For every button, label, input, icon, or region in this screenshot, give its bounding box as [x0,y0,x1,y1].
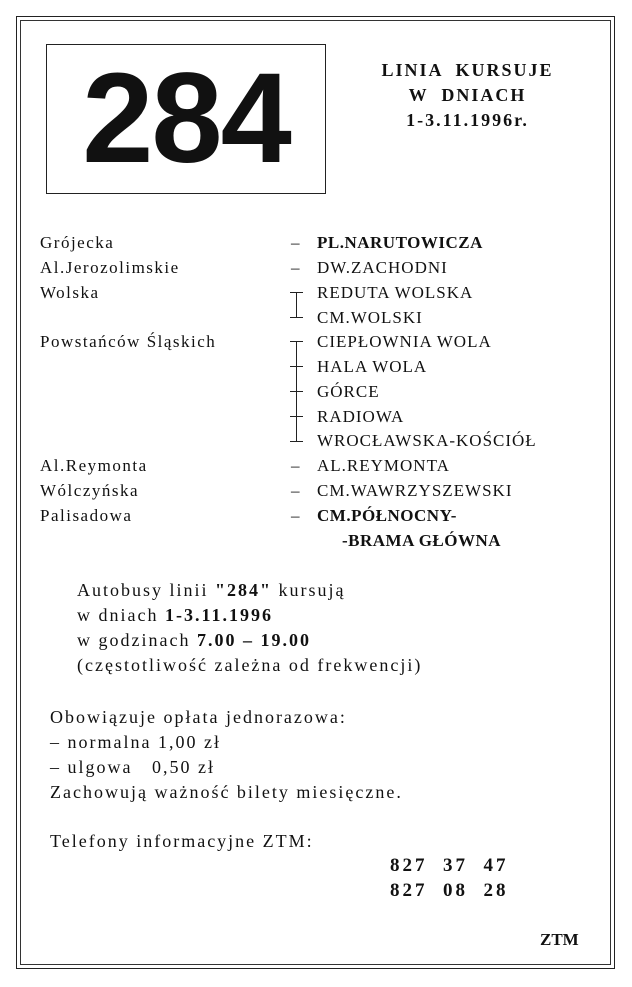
connector-tick [290,366,303,367]
operation-line-3: 1-3.11.1996r. [406,110,529,130]
fare-title: Obowiązuje opłata jednorazowa: [50,707,347,727]
connector-tick [290,416,303,417]
schedule-hours-value: 7.00 – 19.00 [196,630,311,650]
stop-brama-glowna: -BRAMA GŁÓWNA [342,531,502,550]
stop-wroclawska-kosciol: WROCŁAWSKA-KOŚCIÓŁ [317,431,537,450]
connector-tick [290,441,303,442]
schedule-line-1-suffix: kursują [272,580,346,600]
street-grojecka: Grójecka [40,233,115,252]
street-palisadowa: Palisadowa [40,506,133,525]
stop-pl-narutowicza: PL.NARUTOWICZA [317,233,483,252]
connector-tick [290,317,303,318]
connector-tick [290,391,303,392]
connector-tick [290,292,303,293]
stop-cieplownia-wola: CIEPŁOWNIA WOLA [317,332,492,351]
contact-label: Telefony informacyjne ZTM: [50,831,314,851]
dash-4: – [291,481,301,500]
dash-3: – [291,456,301,475]
monthly-ticket-note: Zachowują ważność bilety miesięczne. [50,782,403,802]
schedule-hours-prefix: w godzinach [77,630,197,650]
route-number: 284 [82,47,290,190]
phone-number-1: 827 37 47 [390,855,509,876]
schedule-frequency-note: (częstotliwość zależna od frekwencji) [77,655,423,675]
stop-cm-wolski: CM.WOLSKI [317,308,423,327]
schedule-line-1 [77,578,346,603]
schedule-days-value: 1-3.11.1996 [164,605,273,625]
dash-5: – [291,506,301,525]
fare-normal: – normalna 1,00 zł [50,732,221,752]
dash-2: – [291,258,301,277]
schedule-line-2 [77,603,273,628]
operation-days-notice [345,58,590,133]
connector-tick [290,341,303,342]
stop-gorce: GÓRCE [317,382,380,401]
schedule-route-number: "284" [215,580,273,600]
route-number-box [46,44,326,194]
stop-hala-wola: HALA WOLA [317,357,428,376]
stop-al-reymonta: AL.REYMONTA [317,456,450,475]
schedule-days-prefix: w dniach [77,605,165,625]
stop-dw-zachodni: DW.ZACHODNI [317,258,448,277]
operation-line-1: LINIA KURSUJE [381,60,554,80]
stop-reduta-wolska: REDUTA WOLSKA [317,283,474,302]
stop-cm-wawrzyszewski: CM.WAWRZYSZEWSKI [317,481,513,500]
dash-1: – [291,233,301,252]
schedule-line-1-prefix: Autobusy linii [77,580,216,600]
connector-wolska [296,292,297,317]
street-powstancow: Powstańców Śląskich [40,332,217,351]
street-wolczynska: Wólczyńska [40,481,140,500]
stop-radiowa: RADIOWA [317,407,405,426]
street-jerozolimskie: Al.Jerozolimskie [40,258,180,277]
fare-reduced: – ulgowa 0,50 zł [50,757,215,777]
street-reymonta: Al.Reymonta [40,456,148,475]
operation-line-2: W DNIACH [408,85,527,105]
stop-cm-polnocny: CM.PÓŁNOCNY- [317,506,457,525]
street-wolska: Wolska [40,283,100,302]
operator-signature: ZTM [540,930,579,949]
phone-number-2: 827 08 28 [390,880,509,901]
schedule-line-3 [77,628,311,653]
